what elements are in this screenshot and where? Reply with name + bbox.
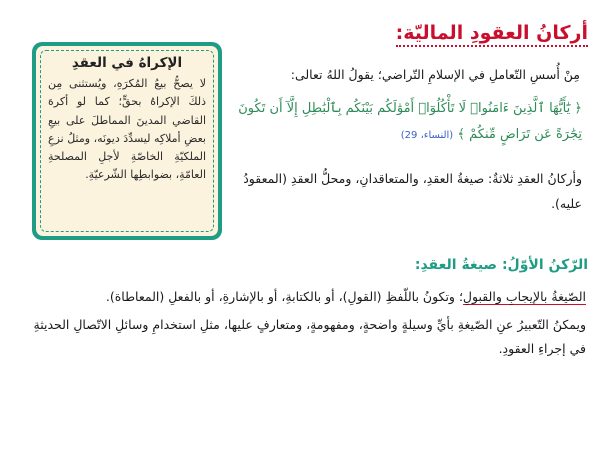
verse-reference: (النساء، 29) <box>400 130 454 141</box>
pillars-text: وأركانُ العقدِ ثلاثةٌ: صيغةُ العقدِ، والمتعاقدانِ، ومحلُّ العقدِ (المعقودُ عليه). <box>243 171 582 211</box>
quran-verse: ﴿ يَٰٓأَيُّهَا ٱلَّذِينَ ءَامَنُوا۟ لَا تَأْكُلُوٓا۟ أَمْوَٰلَكُم بَيْنَكُم بِٱلْبَٰطِلِ إِلَّآ أَن تَكُونَ تِجَٰرَةً عَن تَرَاضٍ مِّنكُمْ ﴾ <box>238 101 582 142</box>
sub-heading-first-pillar: الرّكنُ الأوّلُ: صيغةُ العقدِ: <box>414 257 588 273</box>
paragraph-modern-means: ويمكنُ التّعبيرُ عنِ الصّيغةِ بأيِّ وسيلةٍ واضحةٍ، ومفهومةٍ، ومتعارفٍ عليها، مثلِ استخدامِ وسائلِ الاتّصالِ الحديثةِ في إجراءِ العقودِ. <box>33 317 586 356</box>
highlighted-term: الصّيغةُ بالإيجابِ والقبولِ <box>462 289 586 304</box>
paragraph-rest: ؛ وتكونُ باللّفظِ (القولِ)، أو بالكتابةِ، أو بالإشارةِ، أو بالفعلِ (المعاطاة). <box>105 289 463 304</box>
section-title: أركانُ العقودِ الماليّة: <box>396 22 588 47</box>
paragraph-offer-acceptance <box>14 285 586 309</box>
intro-text: مِنْ أُسسِ التّعاملِ في الإسلامِ التّراضي؛ يقولُ اللهُ تعالى: <box>290 67 580 82</box>
sidebar-box-coercion <box>32 42 222 240</box>
sidebar-inner <box>36 46 218 236</box>
quran-verse-block <box>232 96 582 149</box>
sidebar-body: لا يصحُّ بيعُ المُكرَهِ، ويُستثنى مِن ذلكَ الإكراهُ بحقٍّ؛ كما لو أكرهَ القاضي المدينَ المماطلَ على بيعِ بعضِ أملاكِه ليسدِّدَ ديونَه، ومثلُ نزعِ الملكيّةِ الخاصّةِ لأجلِ المصلحةِ العامّةِ، بضوابطِها الشّرعيّةِ. <box>48 77 206 182</box>
sidebar-title: الإكراهُ في العقدِ <box>71 55 183 71</box>
